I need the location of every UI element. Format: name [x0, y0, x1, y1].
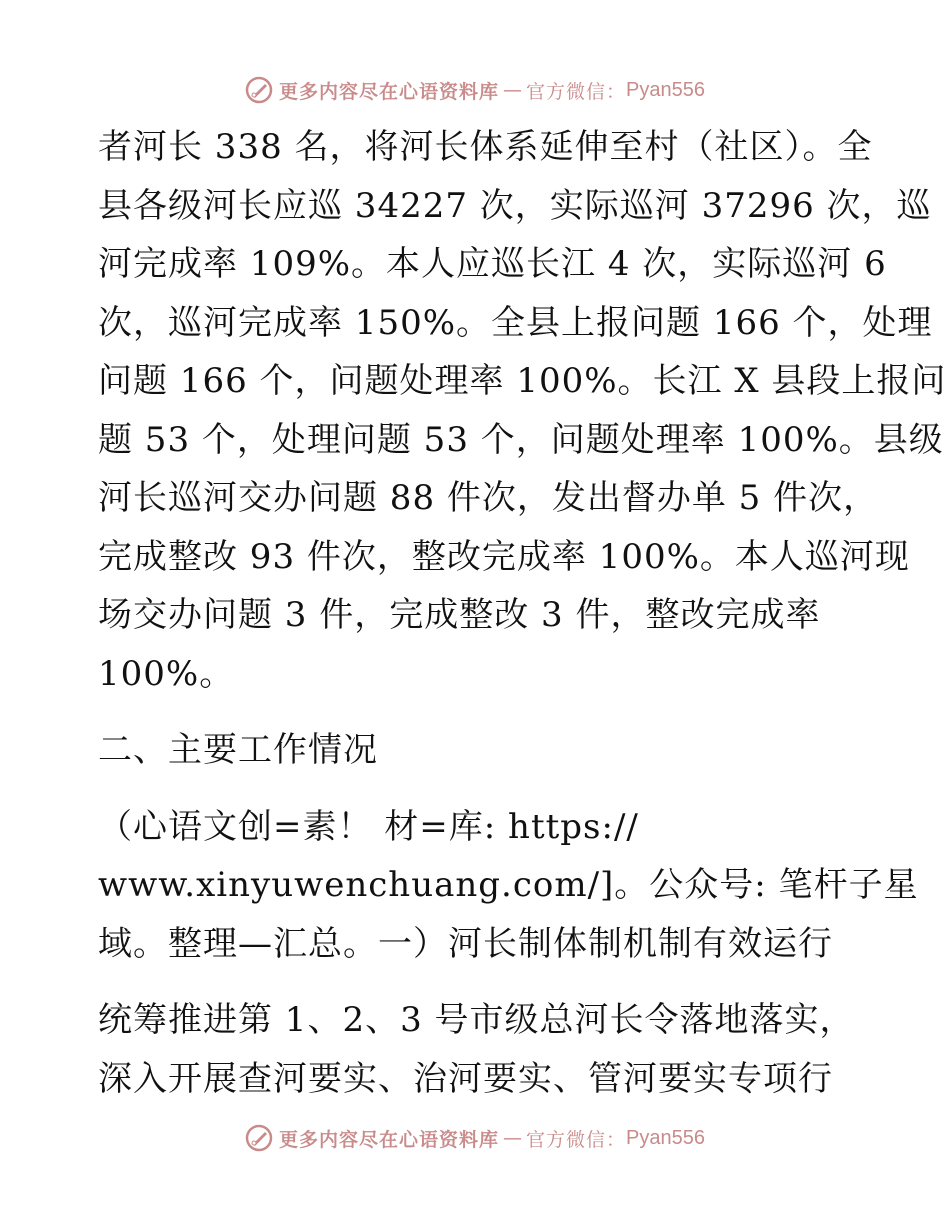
watermark-header — [0, 72, 950, 108]
watermark-footer — [0, 1120, 950, 1156]
text-line: 完成整改 93 件次，整改完成率 100%。本人巡河现 — [98, 536, 910, 577]
text-line: 域。整理—汇总。一）河长制体制机制有效运行 — [98, 923, 833, 964]
text-line: 统筹推进第 1、2、3 号市级总河长令落地落实， — [98, 1000, 855, 1040]
document-body — [98, 118, 947, 1108]
text-line: 100%。 — [98, 653, 235, 694]
text-line: 深入开展查河要实、治河要实、管河要实专项行 — [98, 1058, 833, 1099]
quill-logo-icon — [245, 1124, 273, 1152]
watermark-separator: — — [503, 1127, 523, 1149]
paragraph-source-note — [98, 798, 919, 974]
text-line: 河长巡河交办问题 88 件次，发出督办单 5 件次， — [98, 478, 879, 518]
paragraph-work — [98, 991, 868, 1108]
watermark-sub-text: 官方微信： — [526, 1128, 627, 1151]
text-line: 场交办问题 3 件，完成整改 3 件，整改完成率 — [98, 595, 821, 635]
text-line: 河完成率 109%。本人应巡长江 4 次，实际巡河 6 — [98, 244, 887, 284]
text-line: （心语文创=素！ 材=库: https:// — [98, 806, 639, 847]
text-line: www.xinyuwenchuang.com/]。公众号: 笔杆子星 — [98, 865, 919, 905]
section-heading: 二、主要工作情况 — [98, 730, 378, 770]
paragraph-statistics — [98, 118, 947, 703]
text-line: 题 53 个，处理问题 53 个，问题处理率 100%。县级 — [98, 419, 944, 460]
watermark-main-text: 更多内容尽在心语资料库 — [279, 1128, 500, 1151]
watermark-main-text: 更多内容尽在心语资料库 — [279, 80, 500, 103]
watermark-separator: — — [503, 79, 523, 101]
watermark-id: Pyan556 — [626, 1126, 705, 1149]
text-line: 县各级河长应巡 34227 次，实际巡河 37296 次，巡 — [98, 185, 932, 226]
watermark-id: Pyan556 — [626, 78, 705, 101]
watermark-sub-text: 官方微信： — [526, 80, 627, 103]
text-line: 次，巡河完成率 150%。全县上报问题 166 个，处理 — [98, 302, 933, 343]
text-line: 问题 166 个，问题处理率 100%。长江 X 县段上报问 — [98, 361, 947, 401]
quill-logo-icon — [245, 76, 273, 104]
text-line: 者河长 338 名，将河长体系延伸至村（社区）。全 — [98, 127, 873, 167]
